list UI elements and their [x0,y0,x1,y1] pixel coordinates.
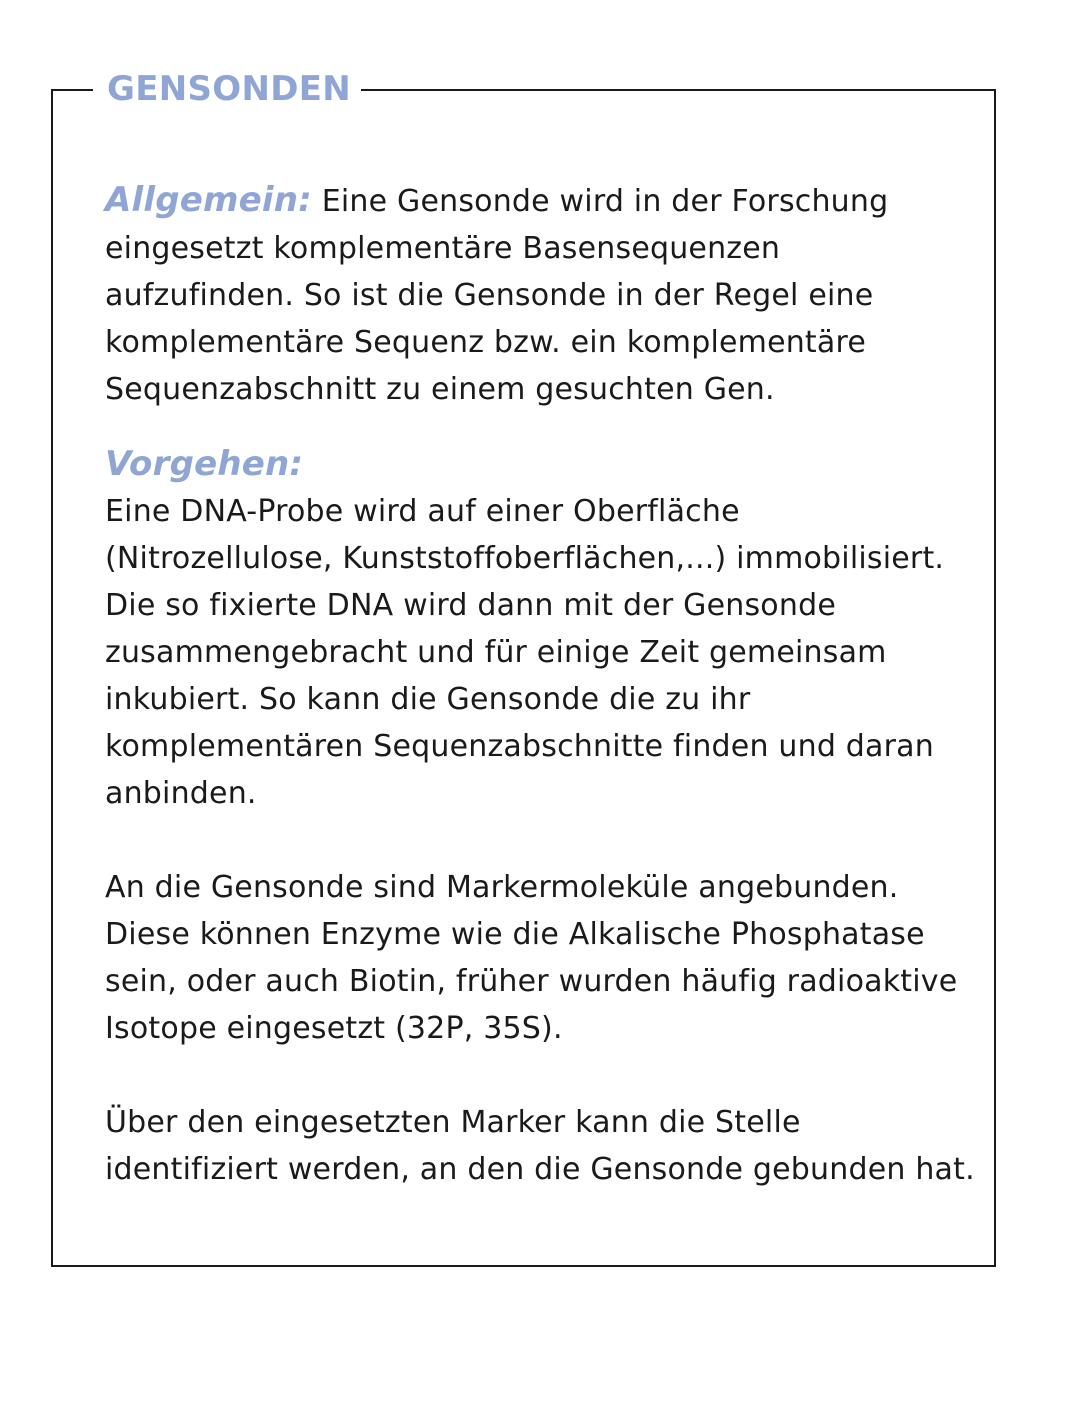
vorgehen-label: Vorgehen: [105,444,304,484]
card-content [105,177,975,1193]
info-card [51,69,996,1267]
allgemein-paragraph [105,177,975,413]
vorgehen-paragraph-2: An die Gensonde sind Markermoleküle angebunden. Diese können Enzyme wie die Alkalische Phosphatase sein, oder auch Biotin, früher wurden häufig radioaktive Isotope eingesetzt (32P, 35S). [105,870,958,1046]
card-title: GENSONDEN [93,65,361,113]
vorgehen-paragraph-1: Eine DNA-Probe wird auf einer Oberfläche (Nitrozellulose, Kunststoffoberflächen,...) immobilisiert. Die so fixierte DNA wird dann mit der Gensonde zusammengebracht und für einige Zeit gemeinsam inkubiert. So kann die Gensonde die zu ihr komplementären Sequenzabschnitte finden und daran anbinden. [105,494,945,811]
vorgehen-paragraph-3: Über den eingesetzten Marker kann die Stelle identifiziert werden, an den die Gensonde gebunden hat. [105,1105,975,1187]
allgemein-text: Eine Gensonde wird in der Forschung eingesetzt komplementäre Basensequenzen aufzufinden. So ist die Gensonde in der Regel eine komplementäre Sequenz bzw. ein komplementäre Sequenzabschnitt zu einem gesuchten Gen. [105,184,889,407]
allgemein-label: Allgemein: [105,180,312,220]
